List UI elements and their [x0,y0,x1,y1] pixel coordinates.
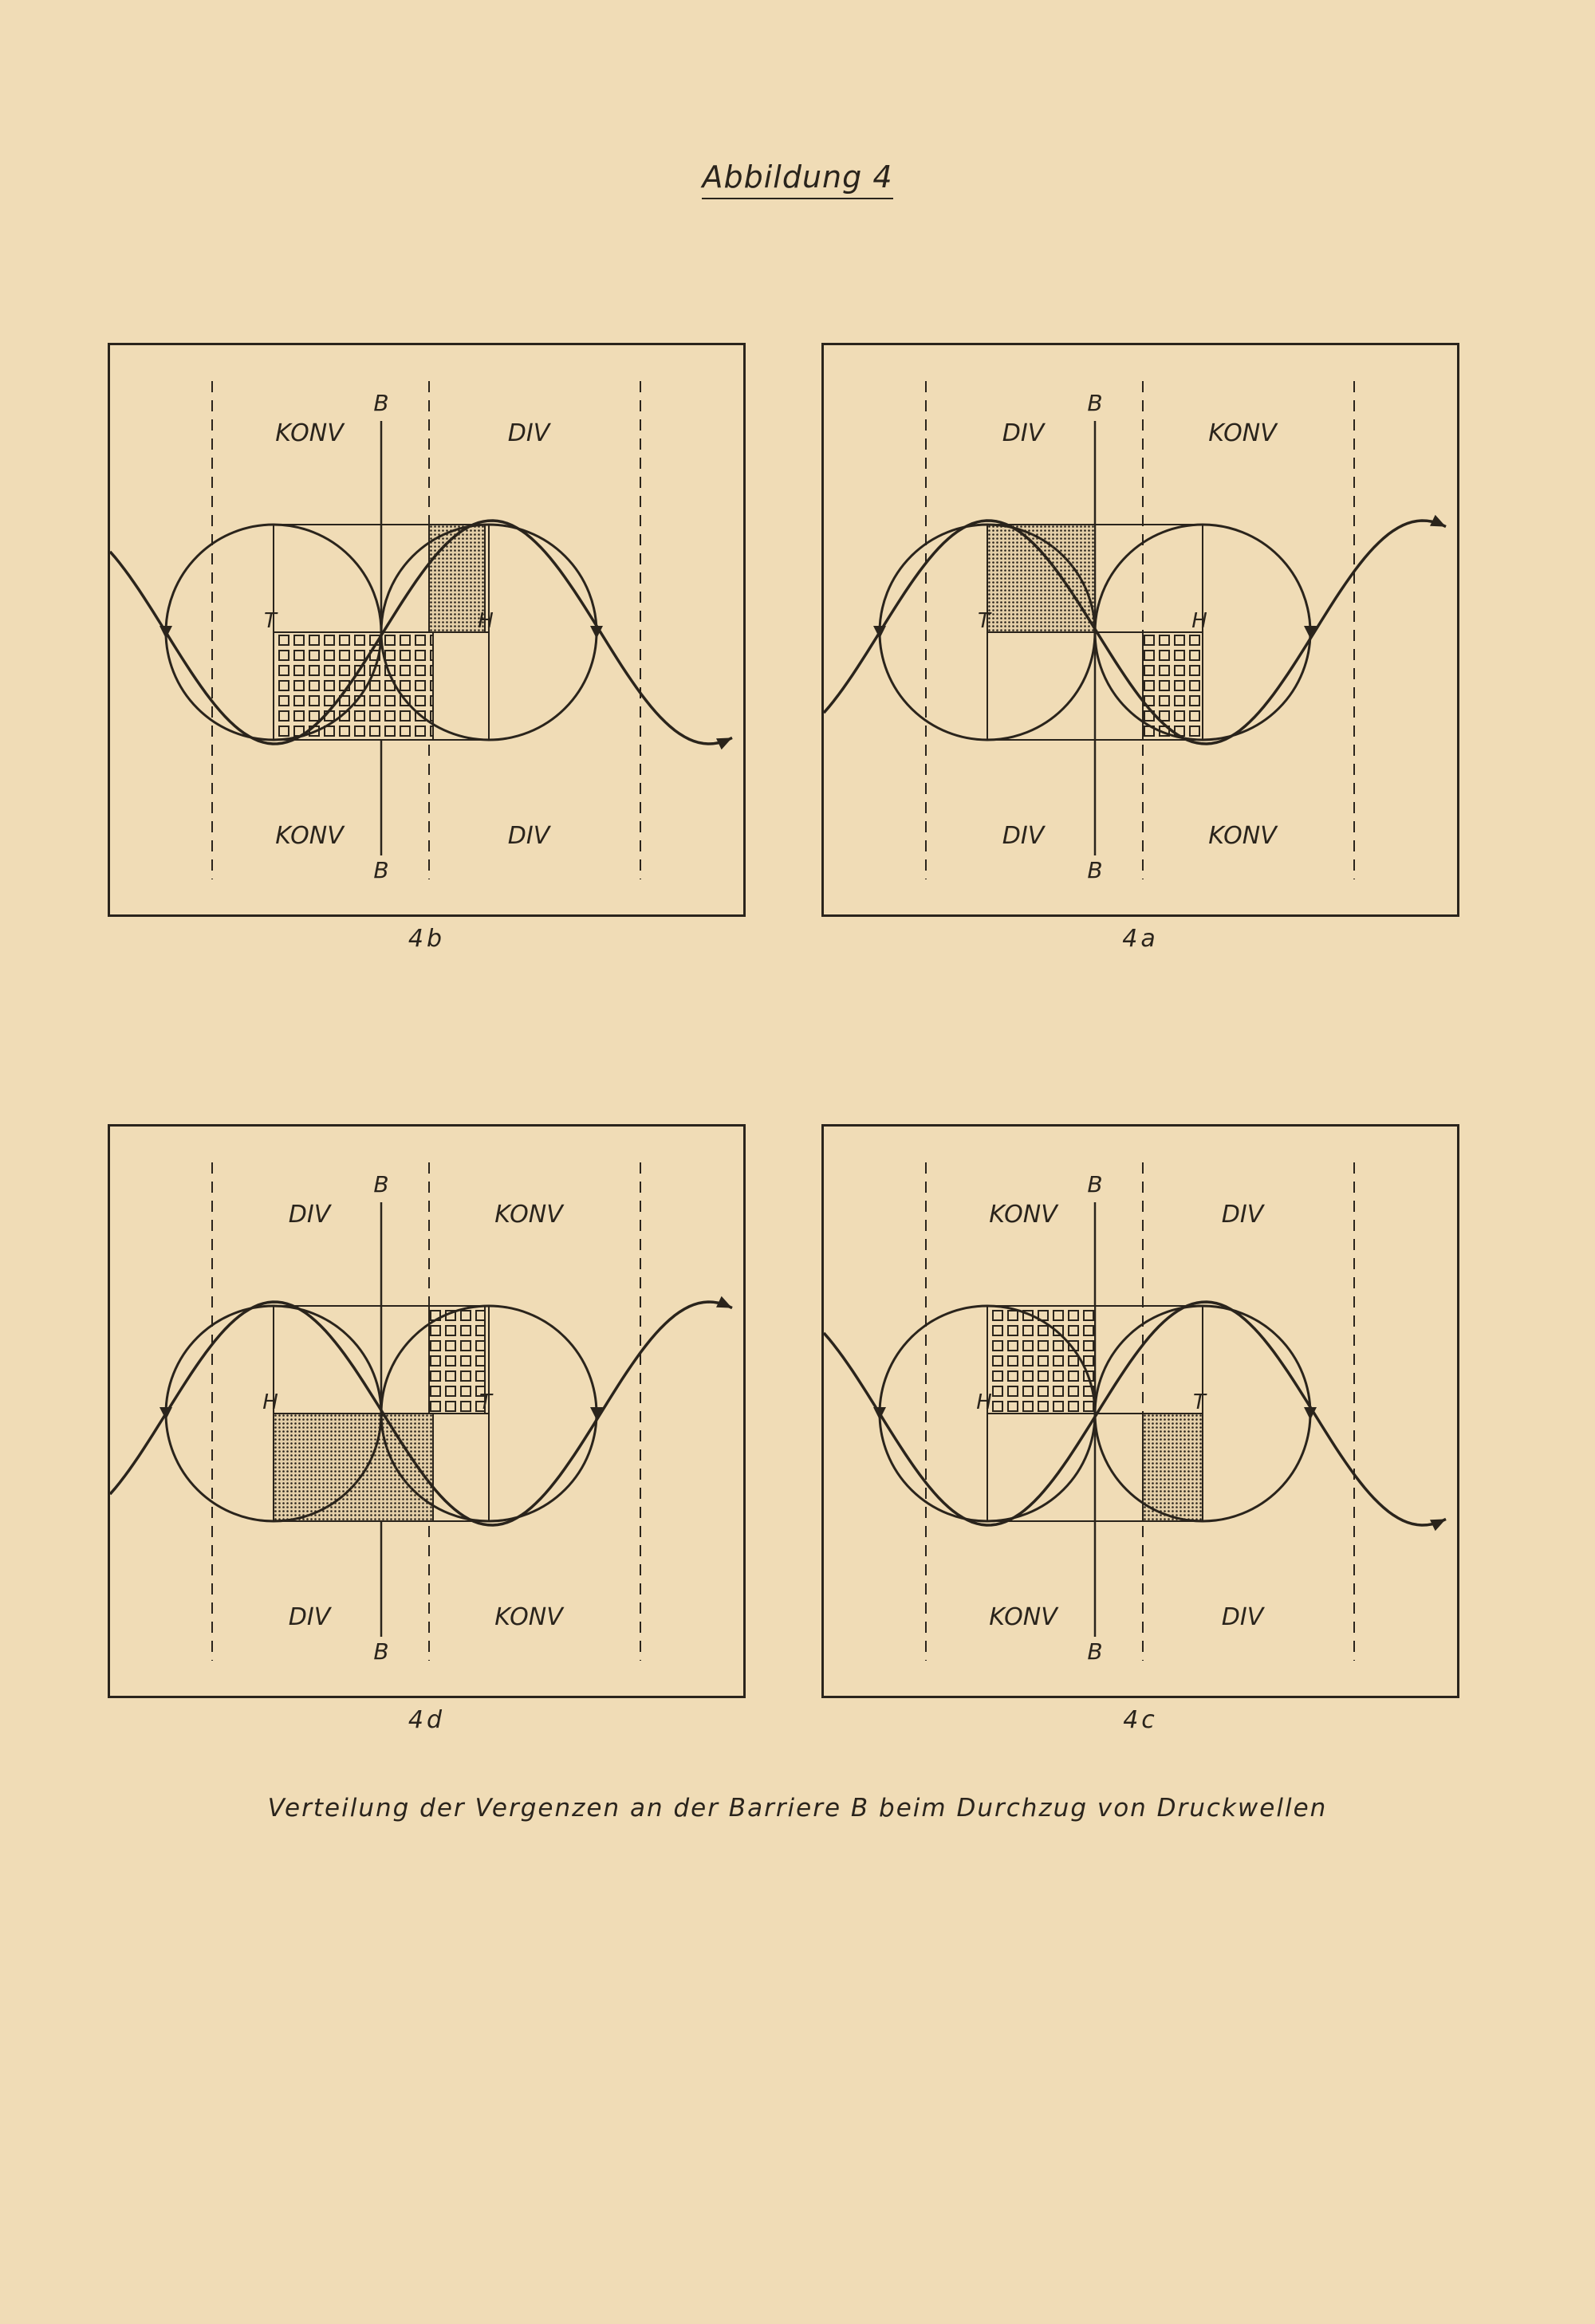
label-bottom-left: KONV [275,822,344,850]
marker-left-label: T [264,609,277,633]
panel-4c-diagram [824,1127,1457,1696]
barrier-label-bottom: B [373,1638,389,1665]
marker-right-label: T [479,1390,492,1414]
marker-right-label: T [1193,1390,1206,1414]
circulation-arrow-icon [160,1407,172,1420]
circulation-arrow-icon [873,626,886,639]
label-top-right: DIV [507,419,550,447]
label-top-left: DIV [1002,419,1045,447]
convergence-grid-area [429,1306,485,1414]
panel-caption-4a: 4a [1122,925,1159,953]
panel-4b-diagram [110,345,743,914]
panel-caption-4c: 4c [1123,1706,1158,1734]
panel-4a-diagram [824,345,1457,914]
circulation-arrow-icon [873,1407,886,1420]
barrier-label-top: B [373,1171,389,1197]
label-bottom-left: KONV [989,1603,1057,1631]
label-bottom-right: KONV [1208,822,1277,850]
panel-4b [108,343,746,917]
marker-right-label: H [478,609,494,633]
label-bottom-left: DIV [1002,822,1045,850]
marker-left-label: H [262,1390,278,1414]
barrier-label-top: B [1087,390,1103,416]
panel-4d-diagram [110,1127,743,1696]
divergence-shaded-area [429,525,485,632]
label-top-left: KONV [989,1201,1057,1229]
barrier-label-bottom: B [373,857,389,883]
figure-caption: Verteilung der Vergenzen an der Barriere B beim Durchzug von Druckwellen [267,1794,1328,1823]
label-top-right: KONV [1208,419,1277,447]
panel-caption-4b: 4b [408,925,446,953]
label-bottom-right: KONV [494,1603,563,1631]
barrier-label-top: B [373,390,389,416]
marker-left-label: H [976,1390,992,1414]
barrier-label-top: B [1087,1171,1103,1197]
divergence-shaded-area [274,1414,433,1521]
label-bottom-left: DIV [288,1603,331,1631]
label-bottom-right: DIV [1221,1603,1264,1631]
label-top-left: KONV [275,419,344,447]
label-top-left: DIV [288,1201,331,1229]
page-title [0,159,1595,195]
panel-4c [821,1124,1459,1698]
panel-4d [108,1124,746,1698]
barrier-label-bottom: B [1087,1638,1103,1665]
panel-4a [821,343,1459,917]
divergence-shaded-area [987,525,1095,632]
panel-caption-4d: 4d [408,1706,446,1734]
marker-right-label: H [1191,609,1207,633]
barrier-label-bottom: B [1087,857,1103,883]
convergence-grid-area [987,1306,1095,1414]
label-top-right: DIV [1221,1201,1264,1229]
convergence-grid-area [274,632,433,740]
convergence-grid-area [1143,632,1203,740]
divergence-shaded-area [1143,1414,1203,1521]
label-bottom-right: DIV [507,822,550,850]
marker-left-label: T [978,609,990,633]
label-top-right: KONV [494,1201,563,1229]
page-title-text: Abbildung 4 [702,159,892,199]
circulation-arrow-icon [160,626,172,639]
